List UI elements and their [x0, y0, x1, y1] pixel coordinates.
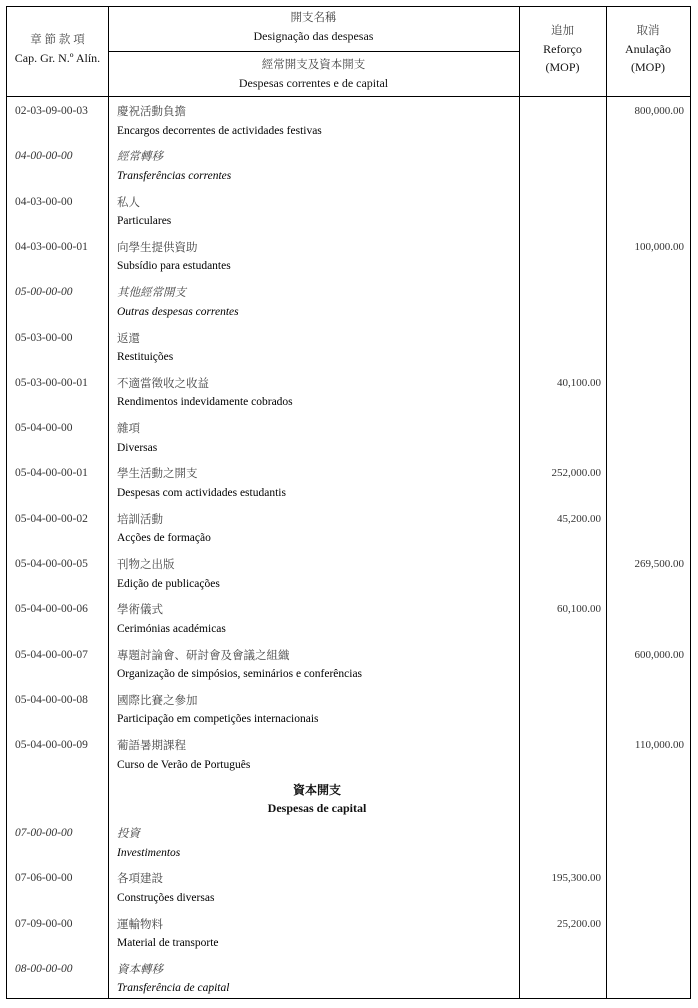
row-description-pt: Material de transporte [117, 937, 219, 950]
row-description-pt: Diversas [117, 441, 158, 454]
row-description-zh: 私人 [117, 196, 140, 209]
row-description [117, 194, 517, 231]
row-description [117, 148, 517, 185]
row-description-zh: 國際比賽之參加 [117, 694, 198, 707]
header-designation-pt: Designação das despesas [253, 29, 374, 43]
row-description-pt: Curso de Verão de Português [117, 758, 251, 771]
header-subdesignation [108, 56, 519, 92]
row-code: 08-00-00-00 [15, 962, 73, 975]
row-description [117, 284, 517, 321]
header-cancel [606, 22, 690, 76]
header-cancel-pt: Anulação [625, 42, 671, 56]
row-cancel-amount: 100,000.00 [634, 240, 684, 253]
header-designation [108, 9, 519, 45]
row-reinforce-amount: 40,100.00 [557, 376, 601, 389]
row-description [117, 916, 517, 953]
header-reinforce-unit: (MOP) [545, 60, 580, 74]
row-code: 04-03-00-00-01 [15, 240, 88, 253]
row-code: 05-04-00-00-01 [15, 467, 88, 480]
row-cancel-amount: 269,500.00 [634, 558, 684, 570]
row-description [117, 825, 517, 862]
header-designation-zh: 開支名稱 [290, 12, 337, 24]
row-description-zh: 葡語暑期課程 [117, 740, 186, 753]
row-code: 05-04-00-00-09 [15, 739, 88, 752]
row-code: 05-03-00-00-01 [15, 376, 88, 389]
table-row [7, 103, 690, 148]
row-description [117, 103, 517, 140]
table-row [7, 737, 690, 782]
row-description-pt: Edição de publicações [117, 577, 220, 590]
row-description-zh: 學術儀式 [117, 604, 163, 617]
row-description [117, 556, 517, 593]
row-description-zh: 培訓活動 [117, 513, 163, 526]
row-description-pt: Despesas com actividades estudantis [117, 486, 286, 499]
section-heading [117, 781, 517, 817]
table-row [7, 870, 690, 915]
row-description-zh: 雜項 [117, 423, 140, 436]
row-description-zh: 返還 [117, 332, 140, 345]
section-heading-pt: Despesas de capital [267, 801, 367, 815]
section-heading-zh: 資本開支 [292, 783, 341, 797]
row-description-pt: Encargos decorrentes de actividades festivas [117, 124, 322, 137]
row-code: 05-00-00-00 [15, 286, 73, 299]
row-code: 05-04-00-00-02 [15, 512, 88, 525]
row-code: 05-04-00-00 [15, 422, 73, 435]
header-reinforce-pt: Reforço [543, 42, 582, 56]
table-row [7, 465, 690, 510]
row-description-zh: 不適當徵收之收益 [117, 377, 209, 390]
row-reinforce-amount: 195,300.00 [551, 872, 601, 885]
header-bottom-line [7, 96, 690, 97]
row-description-pt: Subsídio para estudantes [117, 260, 231, 273]
row-description-pt: Organização de simpósios, seminários e conferências [117, 668, 363, 681]
header-cancel-zh: 取消 [636, 25, 660, 37]
header-code [7, 31, 108, 67]
row-description-zh: 投資 [117, 828, 140, 840]
row-description [117, 420, 517, 457]
table-row [7, 148, 690, 193]
table-row [7, 239, 690, 284]
row-description-zh: 慶祝活動負擔 [117, 106, 186, 118]
row-description [117, 737, 517, 774]
header-cancel-unit: (MOP) [630, 60, 665, 74]
row-description-pt: Construções diversas [117, 891, 215, 904]
row-reinforce-amount: 25,200.00 [557, 917, 601, 930]
table-row [7, 825, 690, 870]
row-description [117, 692, 517, 729]
row-code: 05-03-00-00 [15, 331, 73, 344]
row-code: 05-04-00-00-06 [15, 603, 88, 616]
row-reinforce-amount: 45,200.00 [557, 512, 601, 525]
row-description-pt: Cerimónias académicas [117, 622, 226, 635]
row-description-zh: 其他經常開支 [117, 287, 186, 300]
row-description-pt: Participação em competições internacionais [117, 713, 319, 726]
header-subdesignation-pt: Despesas correntes e de capital [238, 76, 389, 90]
row-code: 07-00-00-00 [15, 827, 73, 839]
row-description-zh: 向學生提供資助 [117, 241, 198, 254]
table-row [7, 420, 690, 465]
row-reinforce-amount: 252,000.00 [551, 467, 601, 480]
row-code: 04-03-00-00 [15, 195, 73, 208]
row-description [117, 465, 517, 502]
row-code: 02-03-09-00-03 [15, 105, 88, 117]
row-code: 04-00-00-00 [15, 150, 73, 163]
table-row [7, 375, 690, 420]
row-code: 05-04-00-00-07 [15, 648, 88, 661]
table-row [7, 961, 690, 1006]
table-row [7, 556, 690, 601]
row-description-zh: 資本轉移 [117, 963, 163, 976]
row-description-pt: Transferência de capital [117, 982, 230, 995]
row-description-zh: 經常轉移 [117, 151, 163, 164]
table-row [7, 284, 690, 329]
row-description-pt: Rendimentos indevidamente cobrados [117, 396, 293, 409]
table-row [7, 511, 690, 556]
row-description-pt: Acções de formação [117, 532, 211, 545]
row-cancel-amount: 110,000.00 [634, 739, 684, 752]
row-description [117, 375, 517, 412]
budget-table [6, 6, 691, 999]
table-row [7, 601, 690, 646]
table-row [7, 692, 690, 737]
row-description [117, 239, 517, 276]
row-description-zh: 學生活動之開支 [117, 468, 198, 481]
row-description [117, 330, 517, 367]
table-row [7, 194, 690, 239]
header-code-zh: 章 節 款 項 [30, 34, 85, 46]
row-description-pt: Particulares [117, 215, 172, 228]
header-code-pt: Cap. Gr. N.º Alín. [14, 51, 101, 65]
row-description [117, 511, 517, 548]
table-row [7, 916, 690, 961]
row-code: 07-09-00-00 [15, 917, 73, 930]
row-code: 05-04-00-00-05 [15, 558, 88, 570]
row-description-zh: 專題討論會、研討會及會議之組織 [117, 649, 290, 662]
row-cancel-amount: 600,000.00 [634, 648, 684, 661]
header-subdesignation-zh: 經常開支及資本開支 [261, 59, 366, 71]
row-reinforce-amount: 60,100.00 [557, 603, 601, 616]
header-subdivider [108, 51, 519, 52]
row-description-zh: 各項建設 [117, 873, 163, 886]
row-description [117, 870, 517, 907]
row-cancel-amount: 800,000.00 [634, 105, 684, 117]
row-description-zh: 運輸物料 [117, 918, 163, 931]
row-code: 05-04-00-00-08 [15, 693, 88, 706]
row-code: 07-06-00-00 [15, 872, 73, 885]
row-description-zh: 刊物之出版 [117, 559, 175, 571]
table-row [7, 330, 690, 375]
row-description [117, 647, 517, 684]
row-description [117, 961, 517, 998]
header-reinforce-zh: 追加 [551, 25, 574, 37]
row-description-pt: Investimentos [117, 846, 181, 859]
row-description-pt: Transferências correntes [117, 169, 232, 182]
row-description-pt: Restituições [117, 351, 174, 363]
table-row [7, 647, 690, 692]
row-description [117, 601, 517, 638]
row-description-pt: Outras despesas correntes [117, 305, 239, 318]
header-reinforce [519, 22, 606, 76]
